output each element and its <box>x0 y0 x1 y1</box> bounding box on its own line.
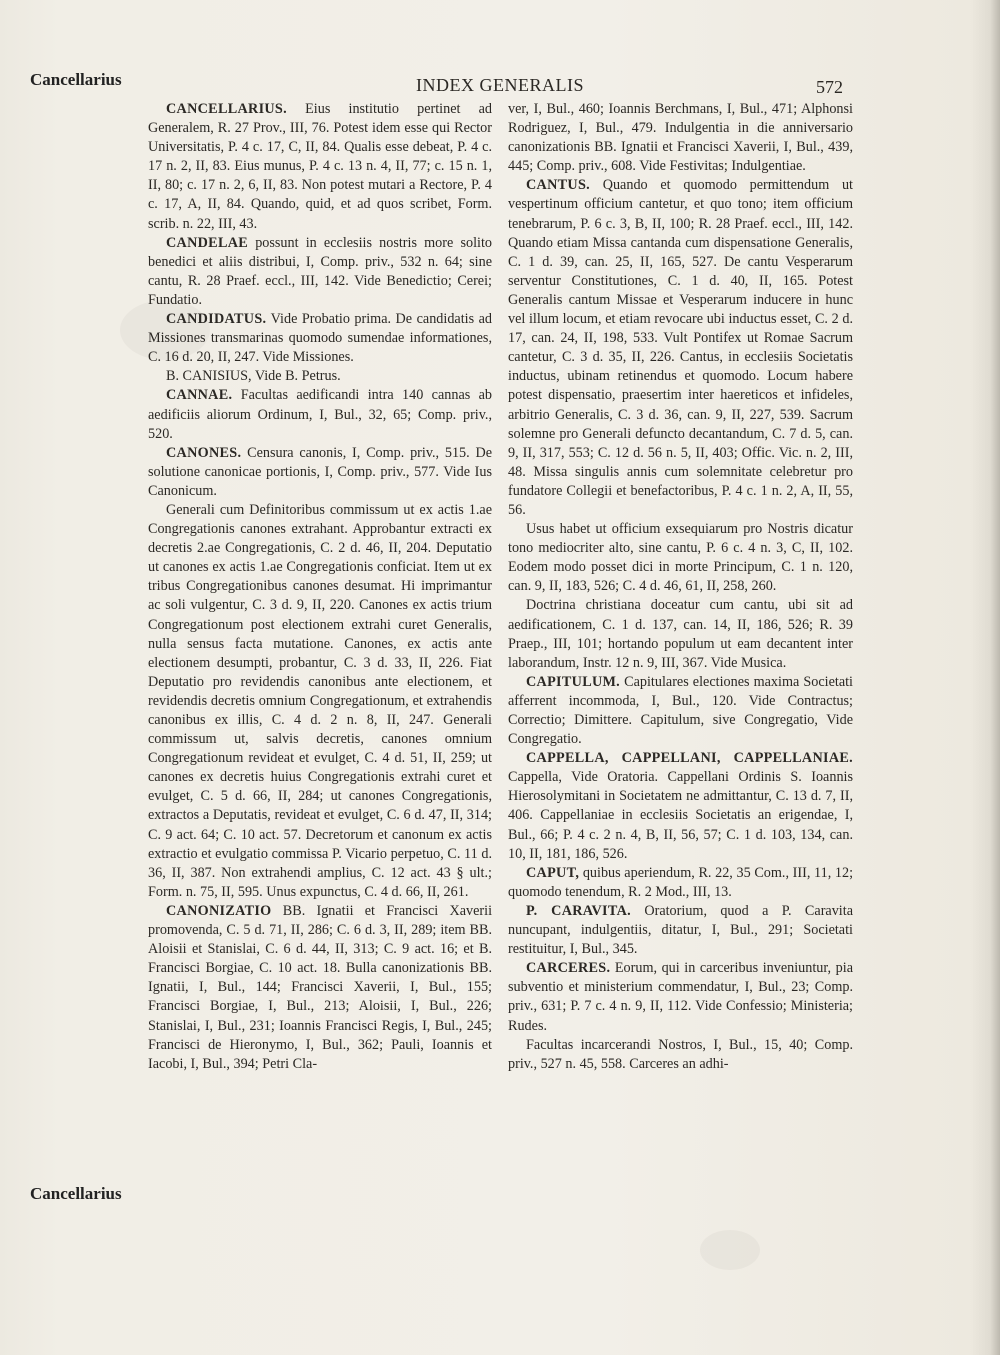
entry-text: Eorum, qui in carceribus inveniuntur, pia subventio et ministerium commendatur, I, Bul., 23; Comp. priv., 631; P. 7 c. 4 n. 9, II, 112. Vide Confessio; Ministeria; Rudes. <box>508 960 853 1034</box>
index-entry <box>508 902 853 959</box>
running-head-left: Cancellarius <box>30 70 122 89</box>
entry-text: Vide Probatio prima. De candidatis ad Missiones transmarinas quomodo sumendae informationes, C. 16 d. 20, II, 247. Vide Missiones. <box>148 311 492 366</box>
right-column <box>508 100 853 1074</box>
entry-text: Eius institutio pertinet ad Generalem, R. 27 Prov., III, 76. Potest idem esse qui Rector Universitatis, P. 4 c. 17, C, II, 84. Qualis esse debeat, P. 4 c. 17 n. 2, II, 83. Eius munus, P. 4 c. 13 n. 4, II, 77; c. 15 n. 1, II, 80; c. 17 n. 2, 6, II, 83. Non potest mutari a Rectore, P. 4 c. 17, A, II, 84. Quando, quid, et ad quos scribet, Form. scrib. n. 22, III, 43. <box>148 101 492 232</box>
entry-keyword: CAPPELLA, CAPPELLANI, CAPPELLANIAE. <box>526 750 853 767</box>
binding-shadow <box>990 0 1000 1355</box>
entry-text: quibus aperiendum, R. 22, 35 Com., III, 11, 12; quomodo tenendum, R. 2 Mod., III, 13. <box>508 864 854 900</box>
index-entry <box>148 501 492 902</box>
entry-keyword: CANONIZATIO <box>166 902 272 919</box>
entry-text: possunt in ecclesiis nostris more solito benedici et aliis distribui, I, Comp. priv., 532 n. 64; sine cantu, R. 28 Praef. eccl., III, 142. Vide Benedictio; Cerei; Fundatio. <box>148 234 492 308</box>
entry-text: Usus habet ut officium exsequiarum pro Nostris dicatur tono mediocriter alto, sine cantu, P. 6 c. 4 n. 3, C, II, 102. Eodem modo posset dici in morte Principum, C. 1 n. 120, can. 9, II, 183, 526; C. 4 d. 46, 61, II, 258, 260. <box>508 521 853 595</box>
index-entry <box>508 596 853 672</box>
paper-stain <box>700 1230 760 1270</box>
index-entry <box>508 673 853 749</box>
index-entry <box>148 367 492 386</box>
entry-keyword: P. CARAVITA. <box>526 902 631 919</box>
index-entry <box>508 864 853 902</box>
index-entry <box>508 1036 853 1074</box>
index-entry <box>148 100 492 234</box>
index-entry <box>508 100 853 176</box>
entry-text: B. CANISIUS, Vide B. Petrus. <box>166 368 341 385</box>
index-entry <box>148 386 492 443</box>
entry-keyword: CANTUS. <box>526 177 590 194</box>
entry-keyword: CANDELAE <box>166 234 249 251</box>
index-entry <box>508 176 853 520</box>
index-entry <box>148 310 492 367</box>
entry-text: Facultas aedificandi intra 140 cannas ab aedificiis aliorum Ordinum, I, Bul., 32, 65; Comp. priv., 520. <box>148 387 493 442</box>
entry-keyword: CANCELLARIUS. <box>166 101 287 117</box>
entry-keyword: CAPUT, <box>526 864 580 881</box>
running-foot-left: Cancellarius <box>30 1184 122 1203</box>
left-column <box>148 100 492 1074</box>
entry-text: ver, I, Bul., 460; Ioannis Berchmans, I, Bul., 471; Alphonsi Rodriguez, I, Bul., 479. Indulgentia in die anniversario canonizationis BB. Ignatii et Francisci Xaverii, I, Bul., 439, 445; Comp. priv., 608. Vide Festivitas; Indulgentiae. <box>508 101 853 175</box>
entry-text: Facultas incarcerandi Nostros, I, Bul., 15, 40; Comp. priv., 527 n. 45, 558. Carceres an adhi- <box>508 1036 853 1072</box>
index-entry <box>148 902 492 1074</box>
entry-keyword: CANONES. <box>166 444 242 461</box>
entry-text: Generali cum Definitoribus commissum ut ex actis 1.ae Congregationis canones extrahant. Approbantur extracti ex decretis 2.ae Congregationis, C. 2 d. 46, II, 204. Deputatio ut canones ex actis 1.ae Congregationis conficiat. Item ut ex tribus Congregationibus canones desumat. Hi imprimantur ac soli vulgentur, C. 3 d. 9, II, 220. Canones ex actis trium Congregationum post electionem extrahi curet Generalis, nulla sensus facta mutatione. Canones, ex actis ante electionem desumpti, probantur, C. 3 d. 33, II, 226. Fiat Deputatio pro revidendis canonibus ante electionem, et revidendis decretis omnium Congregationum, et extrahendis canonibus ex illis, C. 4 d. 2 n. 8, II, 247. Generali commissum ut, salvis decretis, canones omnium Congregationum revideat et evulget, C. 4 d. 51, II, 259; ut canones ex decretis huius Congregationis extrahi curet et evulget, C. 5 d. 66, II, 284; ut canones Congregationis, extractos a Deputatis, revideat et evulget, C. 6 d. 47, II, 314; C. 9 act. 64; C. 10 act. 57. Decretorum et canonum ex actis extractio et evulgatio commissa P. Vicario perpetuo, C. 11 d. 36, II, 387. Non extrahendi amplius, C. 12 act. 43 § ult.; Form. n. 75, II, 595. Unus expunctus, C. 4 d. 66, II, 261. <box>148 501 492 900</box>
index-entry <box>148 444 492 501</box>
entry-text: Oratorium, quod a P. Caravita nuncupant, indulgentiis, ditatur, I, Bul., 291; Societati restituitur, I, Bul., 345. <box>508 902 853 958</box>
entry-keyword: CARCERES. <box>526 960 611 977</box>
index-entry <box>508 959 853 1035</box>
entry-keyword: CAPITULUM. <box>526 673 621 690</box>
page-title: INDEX GENERALIS <box>416 75 584 95</box>
index-entry <box>148 234 492 310</box>
entry-text: Doctrina christiana doceatur cum cantu, ubi sit ad aedificationem, C. 1 d. 137, can. 14, II, 186, 526; R. 39 Praep., III, 101; hortando populum ut eam decantent inter laborandum, Instr. 12 n. 9, III, 367. Vide Musica. <box>508 597 853 671</box>
index-entry <box>508 520 853 596</box>
entry-text: Quando et quomodo permittendum ut vespertinum officium cantetur, et quo tono; item officium tenebrarum, P. 6 c. 3, B, II, 100; R. 28 Praef. eccl., III, 142. Quando etiam Missa cantanda cum dispensatione Generalis, C. 1 d. 39, can. 25, II, 165, 527. De cantu Vesperarum serventur Constitutiones, C. 1 d. 40, II, 165. Potest Generalis cantum Missae et Vesperarum inducere in hunc vel illum locum, et etiam revocare ubi inductus esset, C. 2 d. 17, can. 24, II, 198, 533. Vult Pontifex ut Romae Sacrum cantetur, C. 3 d. 35, II, 226. Cantus, in ecclesiis Societatis inductus, ubinam retinendus et quomodo. Locum habere potest dispensatio, praesertim inter haereticos et infideles, arbitrio Generalis, C. 3 d. 36, can. 9, II, 227, 539. Sacrum solemne pro Generali defuncto decantandum, C. 7 d. 5, can. 9, II, 317, 553; C. 12 d. 56 n. 5, II, 403; Offic. Vic. n. 2, III, 48. Missa singulis annis cum solemnitate celebretur pro fundatore Collegii et benefactoribus, P. 4 c. 1 n. 2, A, II, 55, 56. <box>508 177 853 518</box>
entry-text: BB. Ignatii et Francisci Xaverii promovenda, C. 5 d. 71, II, 286; C. 6 d. 3, II, 289; item BB. Aloisii et Stanislai, C. 6 d. 44, II, 313; C. 9 act. 16; et B. Francisci Borgiae, C. 10 act. 18. Bulla canonizationis BB. Ignatii, I, Bul., 144; Francisci Xaverii, I, Bul., 155; Francisci Borgiae, I, Bul., 213; Aloisii, I, Bul., 226; Stanislai, I, Bul., 231; Ioannis Francisci Regis, I, Bul., 245; Francisci de Hieronymo, I, Bul., 362; Pauli, Ioannis et Iacobi, I, Bul., 394; Petri Cla- <box>148 902 493 1072</box>
entry-text: Censura canonis, I, Comp. priv., 515. De solutione canonicae portionis, I, Comp. priv., 577. Vide Ius Canonicum. <box>148 444 493 499</box>
entry-text: Cappella, Vide Oratoria. Cappellani Ordinis S. Ioannis Hierosolymitani in Societatem ne admittantur, C. 13 d. 7, II, 406. Cappellaniae in ecclesiis Societatis an erigendae, I, Bul., 66; P. 4 c. 2 n. 4, B, II, 56, 57; C. 1 d. 103, 134, can. 10, II, 181, 186, 526. <box>508 769 853 862</box>
entry-keyword: CANDIDATUS. <box>166 311 267 328</box>
index-entry <box>508 749 853 864</box>
page-number: 572 <box>816 77 843 97</box>
entry-keyword: CANNAE. <box>166 387 233 404</box>
entry-text: Capitulares electiones maxima Societati afferrent incommoda, I, Bul., 120. Vide Contractus; Correctio; Dimittere. Capitulum, sive Congregatio, Vide Congregatio. <box>508 673 854 748</box>
